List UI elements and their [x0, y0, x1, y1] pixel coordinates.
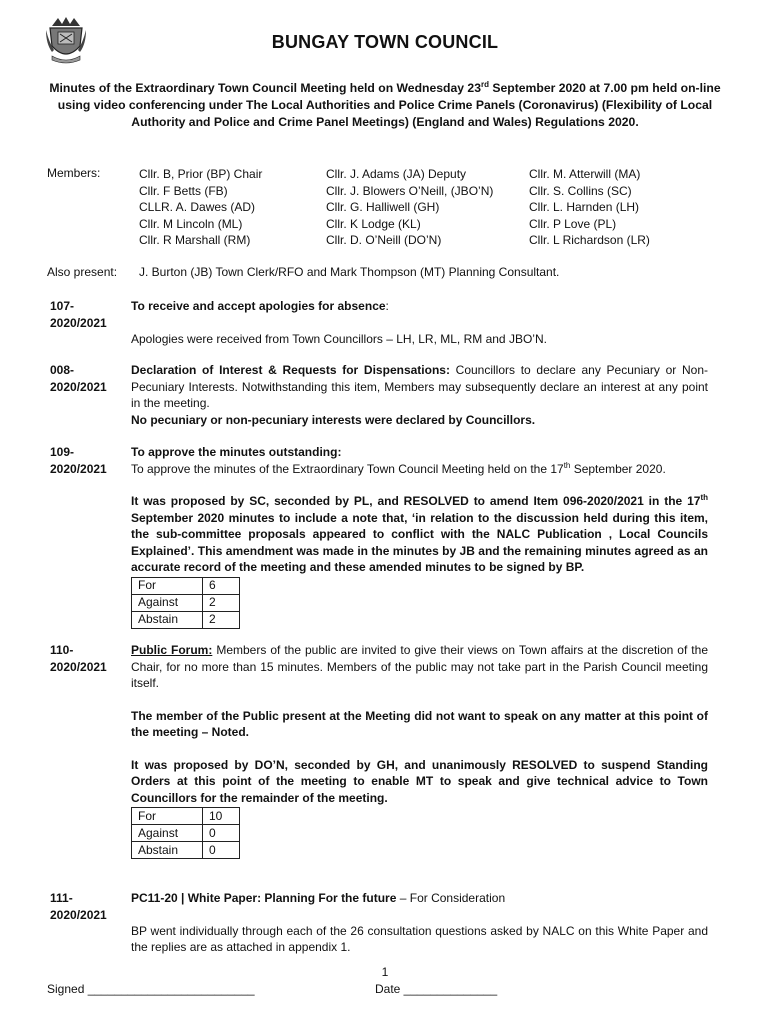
item-note: The member of the Public present at the Meeting did not want to speak on any matter at this point of the meeting – Noted. [131, 708, 708, 739]
date-line: Date ______________ [375, 982, 498, 996]
vote-row: For 10 [132, 808, 240, 825]
document-title: BUNGAY TOWN COUNCIL [271, 32, 499, 52]
item-heading: To approve the minutes outstanding: [131, 445, 342, 459]
also-present-label: Also present: [47, 265, 118, 279]
also-present-text: J. Burton (JB) Town Clerk/RFO and Mark Thompson (MT) Planning Consultant. [139, 265, 560, 279]
item-heading: Declaration of Interest & Requests for Dispensations: [131, 363, 450, 377]
member-name: Cllr. J. Blowers O’Neill, (JBO’N) [326, 183, 494, 198]
member-name: Cllr. F Betts (FB) [139, 183, 228, 198]
item-heading: Public Forum: [131, 643, 213, 657]
member-name: Cllr. M Lincoln (ML) [139, 216, 243, 231]
item-resolution: No pecuniary or non-pecuniary interests were declared by Councillors. [131, 412, 536, 427]
meeting-subtitle: Minutes of the Extraordinary Town Council Meeting held on Wednesday 23rd September 2020 at 7.00 pm held on-line using video conferencing under The Local Authorities and Police Crime Panels (Coronavirus) (Flexibility of Local Authority and Police and Crime Panel Meetings) (England and Wales) Regulations 2020. [49, 79, 721, 129]
signature-line: Signed _________________________ [47, 982, 255, 996]
member-name: CLLR. A. Dawes (AD) [139, 200, 256, 214]
vote-row: Against 0 [132, 825, 240, 842]
item-110-body: Public Forum: Members of the public are invited to give their views on Town affairs at the discretion of the Chair, for no more than 15 minutes. Members of the public may not take part in the Parish Council meeting itself. The member of the Public present at the Meeting did not want to speak on any matter at this point of the meeting – Noted. It was proposed by DO’N, seconded by GH, and unanimously RESOLVED to suspend Standing Orders at this point of the meeting to enable MT to speak and give technical advice to Town Councillors for the remainder of the meeting. For 10 Against 0 Abstain 0 [131, 642, 708, 859]
item-109-body [131, 444, 708, 629]
item-number-110: 110- 2020/2021 [50, 643, 107, 674]
member-name: Cllr. G. Halliwell (GH) [326, 200, 440, 214]
item-heading: To receive and accept apologies for absence [131, 299, 386, 313]
members-list [139, 166, 719, 249]
vote-table [131, 807, 240, 859]
member-name: Cllr. L. Harnden (LH) [529, 200, 640, 214]
item-text: To approve the minutes of the Extraordinary Town Council Meeting held on the 17th September 2020. [131, 460, 666, 476]
item-111-body: PC11-20 | White Paper: Planning For the future – For Consideration BP went individually through each of the 26 consultation questions asked by NALC on this White Paper and the replies are as attached in appendix 1. [131, 891, 708, 954]
vote-row: Against 2 [132, 594, 240, 611]
vote-row: Abstain 0 [132, 842, 240, 859]
member-name: Cllr. L Richardson (LR) [529, 233, 650, 247]
members-label: Members: [47, 166, 101, 180]
item-resolution: It was proposed by DO’N, seconded by GH, and unanimously RESOLVED to suspend Standing Orders at this point of the meeting to enable MT to speak and give technical advice to Town Councillors for the remainder of the meeting. [131, 757, 708, 805]
vote-table [131, 577, 240, 629]
item-number-109: 109- 2020/2021 [50, 445, 107, 476]
member-name: Cllr. M. Atterwill (MA) [529, 167, 641, 181]
member-name: Cllr. J. Adams (JA) Deputy [326, 167, 467, 181]
member-name: Cllr. K Lodge (KL) [326, 216, 421, 231]
item-text: BP went individually through each of the 26 consultation questions asked by NALC on this White Paper and the replies are as attached in appendix 1. [131, 923, 708, 954]
item-heading: PC11-20 | White Paper: Planning For the future [131, 891, 397, 905]
vote-row: For 6 [132, 577, 240, 594]
item-text: Apologies were received from Town Councillors – LH, LR, ML, RM and JBO’N. [131, 331, 547, 346]
member-name: Cllr. R Marshall (RM) [139, 233, 251, 247]
item-008-body: Declaration of Interest & Requests for Dispensations: Councillors to declare any Pecuniary or Non-Pecuniary Interests. Notwithstanding this item, Members may subsequently declare an interest at any point in the meeting. No pecuniary or non-pecuniary interests were declared by Councillors. [131, 363, 708, 427]
item-number-107: 107- 2020/2021 [50, 299, 107, 330]
member-name: Cllr. B, Prior (BP) Chair [139, 167, 263, 181]
member-name: Cllr. S. Collins (SC) [529, 183, 632, 198]
member-name: Cllr. D. O’Neill (DO’N) [326, 233, 442, 247]
vote-row: Abstain 2 [132, 611, 240, 628]
page-number: 1 [381, 965, 389, 979]
member-name: Cllr. P Love (PL) [529, 216, 617, 231]
item-number-111: 111- 2020/2021 [50, 891, 107, 922]
item-resolution: It was proposed by SC, seconded by PL, and RESOLVED to amend Item 096-2020/2021 in the 17th September 2020 minutes to include a note that, ‘in relation to the discussion held during this item, the sub-committee proposals appeared to conflict with the NALC Publication , Local Councils Explained’. This amendment was made in the minutes by JB and the remaining minutes agreed as an accurate record of the meeting and these amended minutes to be signed by BP. [131, 493, 708, 574]
item-number-008: 008- 2020/2021 [50, 363, 107, 394]
item-107-body: To receive and accept apologies for absence: Apologies were received from Town Councillors – LH, LR, ML, RM and JBO’N. [131, 298, 708, 347]
